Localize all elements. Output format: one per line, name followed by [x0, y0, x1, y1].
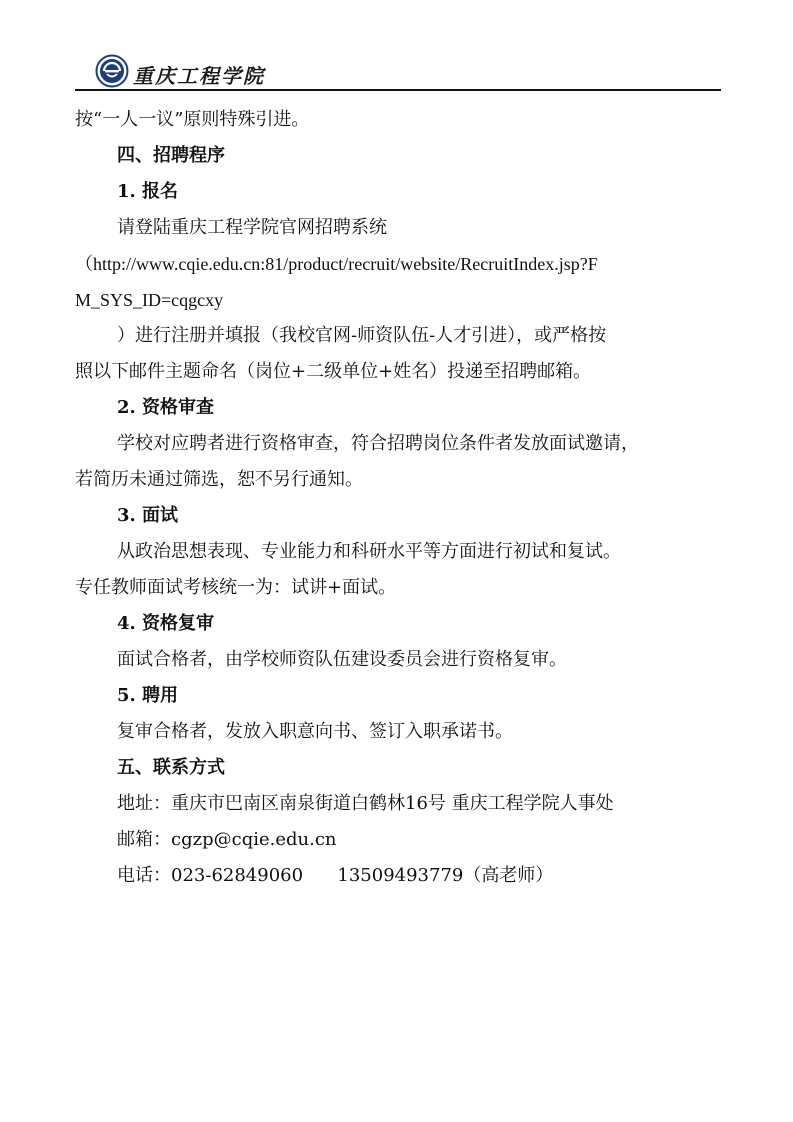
contact-address: 地址：重庆市巴南区南泉街道白鹤林16号 重庆工程学院人事处: [117, 793, 614, 814]
paragraph-line: 若简历未通过筛选，恕不另行通知。: [75, 469, 363, 490]
step-heading: 4. 资格复审: [117, 613, 215, 634]
paragraph-line: 学校对应聘者进行资格审查，符合招聘岗位条件者发放面试邀请，: [117, 433, 639, 454]
contact-phone: 电话：023-62849060 13509493779（高老师）: [117, 865, 554, 886]
paragraph-line: 照以下邮件主题命名（岗位+二级单位+姓名）投递至招聘邮箱。: [75, 361, 592, 382]
contact-email: 邮箱：cgzp@cqie.edu.cn: [117, 829, 337, 850]
recruit-url-line-1: （http://www.cqie.edu.cn:81/product/recruit/website/RecruitIndex.jsp?F: [75, 254, 598, 274]
step-heading: 2. 资格审查: [117, 397, 215, 418]
header-divider: [75, 89, 721, 91]
paragraph-line: ）进行注册并填报（我校官网-师资队伍-人才引进），或严格按: [117, 325, 607, 346]
paragraph-line: 复审合格者，发放入职意向书、签订入职承诺书。: [117, 721, 513, 742]
recruit-url-line-2: M_SYS_ID=cqgcxy: [75, 290, 224, 310]
paragraph-line: 请登陆重庆工程学院官网招聘系统: [117, 217, 387, 238]
paragraph-line: 从政治思想表现、专业能力和科研水平等方面进行初试和复试。: [117, 541, 621, 562]
step-heading: 5. 聘用: [117, 685, 179, 706]
paragraph-line: 专任教师面试考核统一为：试讲+面试。: [75, 577, 397, 598]
paragraph-line: 面试合格者，由学校师资队伍建设委员会进行资格复审。: [117, 649, 567, 670]
section-heading: 五、联系方式: [117, 757, 225, 778]
document-body: [75, 102, 725, 894]
page-header: [75, 52, 721, 92]
step-heading: 1. 报名: [117, 181, 179, 202]
section-heading: 四、招聘程序: [117, 145, 225, 166]
text-line: 按“一人一议”原则特殊引进。: [75, 109, 310, 130]
institution-name: 重庆工程学院: [133, 64, 265, 88]
step-heading: 3. 面试: [117, 505, 179, 526]
university-logo-icon: [95, 54, 129, 88]
